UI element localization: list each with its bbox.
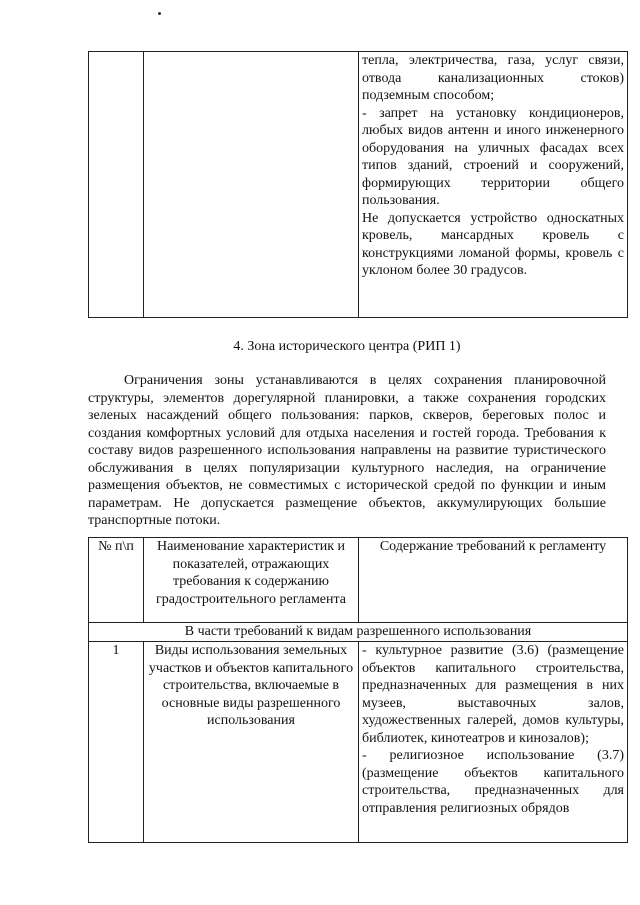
table-row xyxy=(89,642,628,843)
table-section-row xyxy=(89,623,628,642)
row-name: Виды использования земельных участков и объектов капитального строительства, включаемые в основные виды разрешенного использования xyxy=(144,642,359,843)
header-name: Наименование характеристик и показателей, отражающих требования к содержанию градостроительного регламента xyxy=(144,538,359,623)
section-row-label: В части требований к видам разрешенного использования xyxy=(89,623,628,642)
requirement-text: - запрет на установку кондиционеров, любых видов антенн и иного инженерного оборудования на уличных фасадах всех типов зданий, строений и сооружений, формирующих территории общего пользования. xyxy=(362,105,624,208)
requirement-text: тепла, электричества, газа, услуг связи, отвода канализационных стоков) подземным способом; xyxy=(362,53,624,103)
requirements-table-continued xyxy=(88,51,628,318)
row-number: 1 xyxy=(89,642,144,843)
scan-dot xyxy=(158,12,161,15)
requirements-table xyxy=(88,537,628,843)
header-content: Содержание требований к регламенту xyxy=(359,538,628,623)
paragraph-text: Ограничения зоны устанавливаются в целях сохранения планировочной структуры, элементов дорегулярной планировки, а также сохранения городских зеленых насаждений общего пользования: парков, скверов, береговых полос и создания комфортных условий для отдыха населения и гостей города. Требования к составу видов разрешенного использования направлены на развитие туристического обслуживания в целях популяризации культурного наследия, на ограничение размещения объектов, не совместимых с исторической средой по функции и иным параметрам. Не допускается размещение объектов, аккумулирующих большие транспортные потоки. xyxy=(88,373,606,528)
requirement-text: Не допускается устройство односкатных кровель, мансардных кровель с конструкциями ломаной формы, кровель с уклоном более 30 градусов. xyxy=(362,210,624,278)
section-title: 4. Зона исторического центра (РИП 1) xyxy=(233,339,461,354)
table-cell-content xyxy=(359,52,628,318)
row-content xyxy=(359,642,628,843)
row-content-item: - религиозное использование (3.7) (размещение объектов капитального строительства, предназначенных для отправления религиозных обрядов xyxy=(362,748,624,816)
table-header-row xyxy=(89,538,628,623)
table-cell-number xyxy=(89,52,144,318)
header-number: № п\п xyxy=(89,538,144,623)
row-content-item: - культурное развитие (3.6) (размещение объектов капитального строительства, предназначенных для размещения в них музеев, выставочных залов, художественных галерей, домов культуры, библиотек, кинотеатров и кинозалов); xyxy=(362,643,624,746)
table-row xyxy=(89,52,628,318)
zone-description xyxy=(88,372,606,530)
table-cell-name xyxy=(144,52,359,318)
